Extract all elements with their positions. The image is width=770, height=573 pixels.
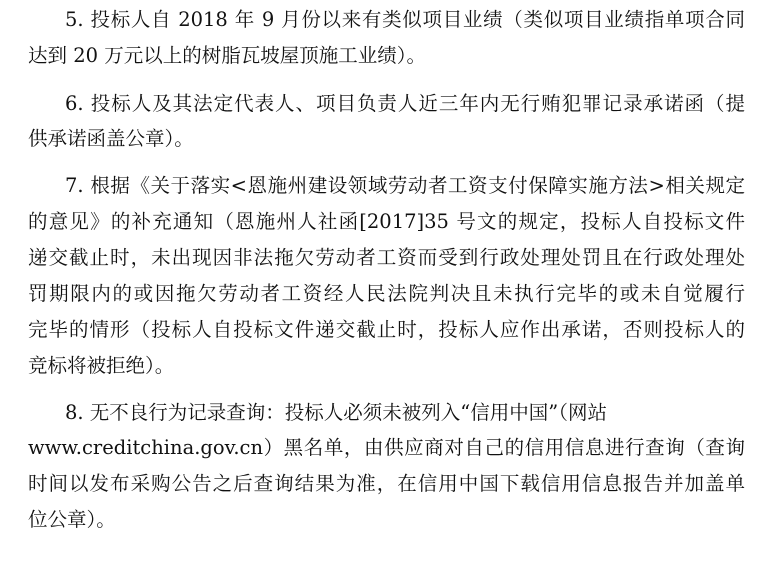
text-line-content: www.creditchina.gov.cn）黑名单，由供应商对自己的信用信息进行查询（查询 (28, 436, 745, 459)
text-line (0, 466, 745, 502)
text-line (0, 348, 745, 384)
text-line (0, 502, 745, 538)
text-line (0, 86, 745, 122)
text-line-content: 递交截止时，未出现因非法拖欠劳动者工资而受到行政处理处罚且在行政处理处 (28, 246, 745, 269)
text-line-content: 完毕的情形（投标人自投标文件递交截止时，投标人应作出承诺，否则投标人的 (28, 318, 745, 341)
text-line (0, 276, 745, 312)
text-line-content: 的意见》的补充通知（恩施州人社函[2017]35 号文的规定，投标人自投标文件 (28, 210, 745, 233)
text-line-content: 8. 无不良行为记录查询：投标人必须未被列入“信用中国”（网站 (65, 401, 607, 424)
text-line (0, 121, 745, 157)
text-line (0, 204, 745, 240)
text-line (0, 2, 745, 38)
text-line-content: 供承诺函盖公章）。 (28, 127, 194, 150)
text-line (0, 168, 745, 204)
text-line-content: 7. 根据《关于落实<恩施州建设领域劳动者工资支付保障实施方法>相关规定 (65, 174, 745, 197)
text-line-content: 6. 投标人及其法定代表人、项目负责人近三年内无行贿犯罪记录承诺函（提 (65, 92, 745, 115)
text-line-content: 时间以发布采购公告之后查询结果为准，在信用中国下载信用信息报告并加盖单 (28, 472, 745, 495)
text-line-content: 罚期限内的或因拖欠劳动者工资经人民法院判决且未执行完毕的或未自觉履行 (28, 282, 745, 305)
text-line (0, 240, 745, 276)
text-line-content: 达到 20 万元以上的树脂瓦坡屋顶施工业绩）。 (28, 44, 426, 67)
text-line (0, 395, 745, 431)
text-line (0, 312, 745, 348)
text-line (0, 38, 745, 74)
text-line-content: 5. 投标人自 2018 年 9 月份以来有类似项目业绩（类似项目业绩指单项合同 (65, 8, 745, 31)
text-line-content: 位公章）。 (28, 508, 116, 531)
text-line (0, 430, 745, 466)
text-line-content: 竞标将被拒绝）。 (28, 354, 175, 377)
